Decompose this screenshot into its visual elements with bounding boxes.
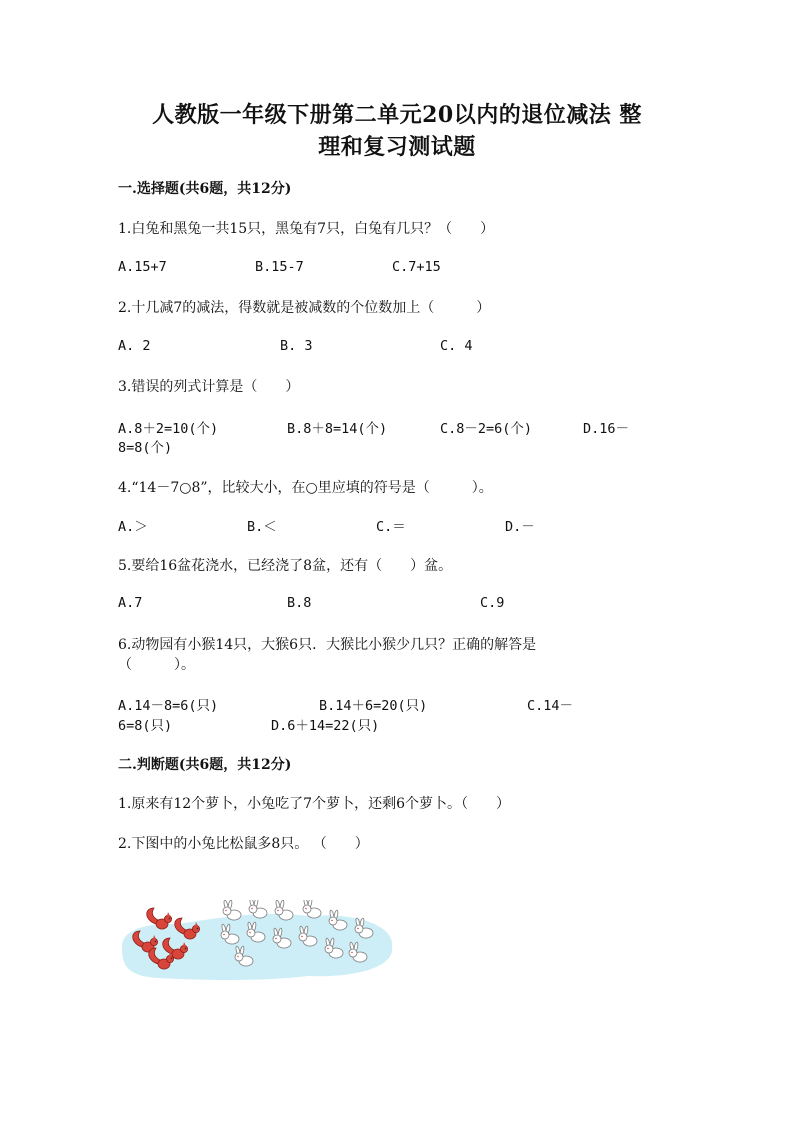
- q6-option-c: C.14－: [527, 698, 574, 714]
- q1-option-b: B.15-7: [255, 259, 304, 275]
- rabbit-icon: [303, 900, 321, 918]
- question-6-stem-continued: （ ）。: [118, 657, 195, 673]
- page-title-line-2: 理和复习测试题: [318, 134, 476, 160]
- q5-option-b: B.8: [287, 595, 312, 611]
- q6-option-b: B.14＋6=20(只): [319, 698, 428, 714]
- question-5-stem: 5.要给16盆花浇水，已经浇了8盆，还有（ ）盆。: [118, 558, 453, 574]
- question-2-stem: 2.十几减7的减法，得数就是被减数的个位数加上（ ）: [118, 300, 491, 316]
- q2-option-c: C. 4: [440, 338, 473, 354]
- q5-option-c: C.9: [480, 595, 505, 611]
- question-6-stem: 6.动物园有小猴14只，大猴6只．大猴比小猴少几只？正确的解答是: [118, 637, 537, 653]
- q1-option-c: C.7+15: [392, 259, 441, 275]
- q6-option-c-continued: 6=8(只): [118, 718, 173, 734]
- section-heading-judgement: 二.判断题(共6题，共12分): [118, 757, 292, 773]
- q6-option-a: A.14－8=6(只): [118, 698, 219, 714]
- q2-option-a: A. 2: [118, 338, 151, 354]
- judgement-question-2: 2.下图中的小兔比松鼠多8只。 （ ）: [118, 836, 369, 852]
- q4-option-d: D.－: [505, 519, 535, 535]
- q4-option-c: C.＝: [376, 519, 406, 535]
- q2-option-b: B. 3: [280, 338, 313, 354]
- question-4-stem: 4.“14－7○8”，比较大小，在○里应填的符号是（ ）。: [118, 480, 493, 496]
- q5-option-a: A.7: [118, 595, 143, 611]
- q4-option-a: A.＞: [118, 519, 148, 535]
- judgement-question-1: 1.原来有12个萝卜，小兔吃了7个萝卜，还剩6个萝卜。（ ）: [118, 796, 510, 812]
- q3-option-d-continued: 8=8(个): [118, 440, 173, 456]
- section-heading-choice: 一.选择题(共6题，共12分): [118, 181, 292, 197]
- q6-option-d: D.6＋14=22(只): [271, 718, 380, 734]
- squirrels-and-rabbits-illustration: [118, 900, 398, 985]
- page-title-line-1: 人教版一年级下册第二单元20以内的退位减法 整: [152, 102, 642, 128]
- q3-option-c: C.8－2=6(个): [440, 421, 533, 437]
- q3-option-b: B.8＋8=14(个): [287, 421, 388, 437]
- question-3-stem: 3.错误的列式计算是（ ）: [118, 379, 300, 395]
- q1-option-a: A.15+7: [118, 259, 167, 275]
- question-1-stem: 1.白兔和黑兔一共15只，黑兔有7只，白兔有几只？（ ）: [118, 221, 495, 237]
- q3-option-a: A.8＋2=10(个): [118, 421, 219, 437]
- q4-option-b: B.＜: [247, 519, 277, 535]
- q3-option-d: D.16－: [583, 421, 630, 437]
